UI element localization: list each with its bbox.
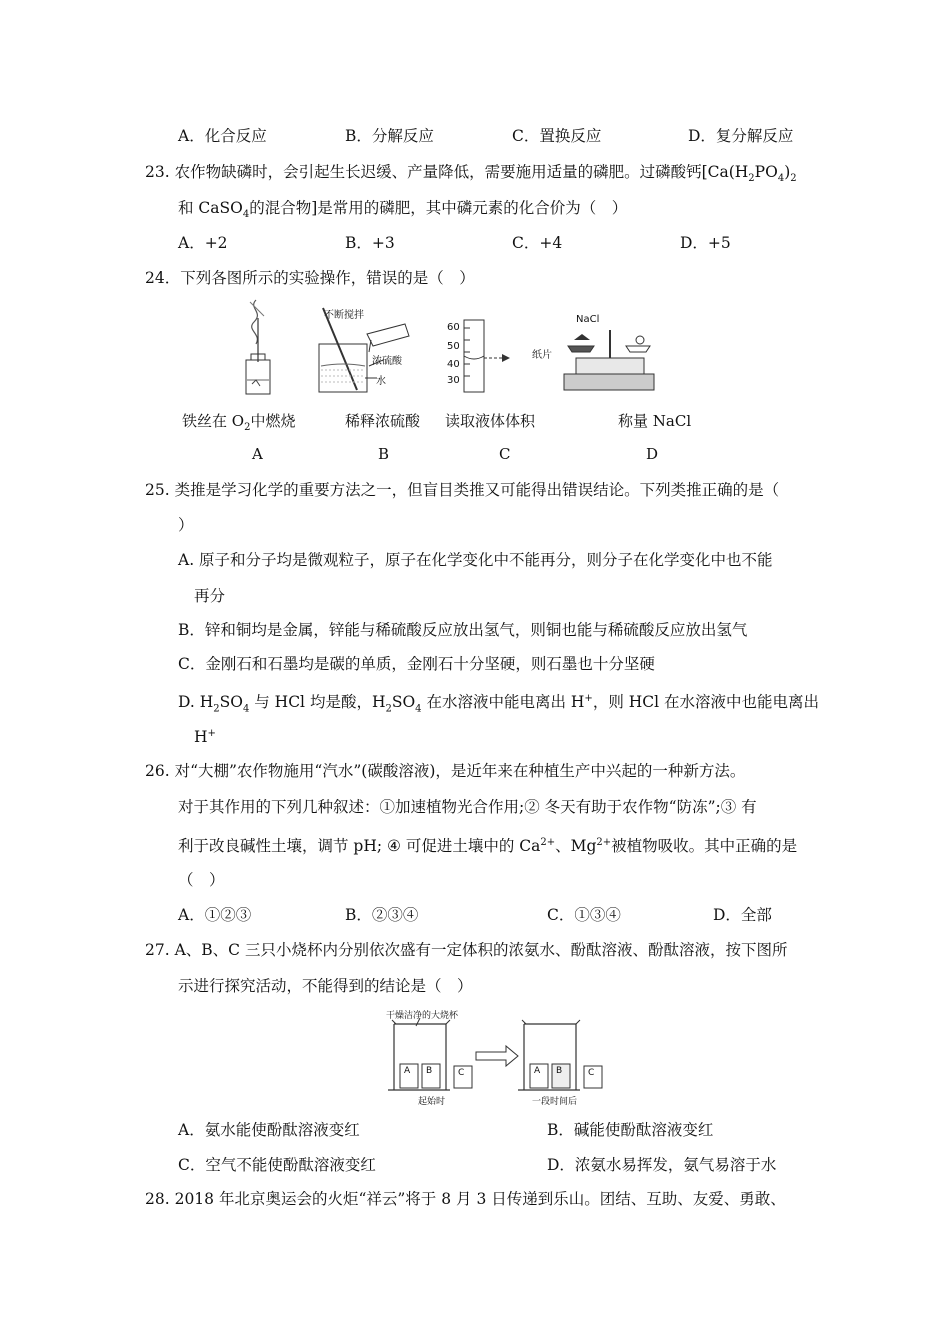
q27-line1: 27. A、B、C 三只小烧杯内分别依次盛有一定体积的浓氨水、酚酞溶液、酚酞溶液，按下图所 — [145, 941, 788, 959]
acid-label: 浓硫酸 — [372, 356, 402, 367]
caption-a: 铁丝在 $O_2$中燃烧 — [182, 412, 296, 433]
q22-option-c: C．置换反应 — [512, 127, 602, 145]
q26-line2: 对于其作用的下列几种叙述：①加速植物光合作用;② 冬天有助于农作物“防冻”;③ 有 — [178, 798, 757, 816]
q25-option-a: A. 原子和分子均是微观粒子，原子在化学变化中不能再分，则分子在化学变化中也不能 — [178, 551, 773, 569]
q26-option-c: C．①③④ — [547, 906, 621, 924]
q22-option-b: B．分解反应 — [345, 127, 434, 145]
balance-figure — [560, 320, 660, 392]
letter-b: B — [378, 445, 390, 463]
q25-option-d: D. $H_2SO_4$ 与 HCl 均是酸，$H_2SO_4$ 在水溶液中能电离出 H+，则 HCl 在水溶液中也能电离出 — [178, 693, 820, 715]
q26-line3: 利于改良碱性土壤，调节 pH; ④ 可促进土壤中的 $Ca^{2+}$、$Mg^{2+}$被植物吸收。其中正确的是 — [178, 837, 798, 856]
scale-60: 60 — [447, 322, 460, 333]
q25-stem-line1: 25. 类推是学习化学的重要方法之一，但盲目类推又可能得出错误结论。下列类推正确的是（ — [145, 481, 780, 499]
letter-a: A — [252, 445, 263, 463]
q22-option-a: A．化合反应 — [178, 127, 267, 145]
scale-40: 40 — [447, 359, 460, 370]
nacl-label: NaCl — [576, 314, 600, 325]
scale-30: 30 — [447, 375, 460, 386]
q23-stem-line1: 23. 农作物缺磷时，会引起生长迟缓、产量降低，需要施用适量的磷肥。过磷酸钙[$Ca(H_2PO_4)_2$ — [145, 163, 797, 185]
q23-option-d: D．+5 — [680, 234, 731, 252]
large-beaker-label: 干燥洁净的大烧杯 — [386, 1011, 459, 1021]
beaker-a-left: A — [404, 1066, 411, 1076]
beaker-a-right: A — [534, 1066, 541, 1076]
q23-option-a: A．+2 — [178, 234, 228, 252]
q26-line4: （ ） — [178, 871, 225, 889]
q27-line2: 示进行探究活动，不能得到的结论是（ ） — [178, 977, 473, 995]
q26-option-d: D．全部 — [713, 906, 772, 924]
stir-label: 不断搅拌 — [324, 310, 364, 321]
start-caption: 起始时 — [418, 1097, 446, 1107]
q27-option-c: C．空气不能使酚酞溶液变红 — [178, 1156, 376, 1174]
caption-b: 稀释浓硫酸 — [345, 412, 421, 430]
q25-option-c: C．金刚石和石墨均是碳的单质，金刚石十分坚硬，则石墨也十分坚硬 — [178, 655, 655, 673]
q25-option-a-cont: 再分 — [194, 587, 226, 605]
q23-stem-line2: 和 CaSO$_4$的混合物]是常用的磷肥，其中磷元素的化合价为（ ） — [178, 199, 628, 221]
q27-option-a: A．氨水能使酚酞溶液变红 — [178, 1121, 360, 1139]
q25-option-b: B．锌和铜均是金属，锌能与稀硫酸反应放出氢气，则铜也能与稀硫酸反应放出氢气 — [178, 621, 748, 639]
letter-d: D — [646, 445, 659, 463]
later-caption: 一段时间后 — [532, 1097, 578, 1107]
q26-line1: 26. 对“大棚”农作物施用“汽水”(碳酸溶液)，是近年来在种植生产中兴起的一种新方法。 — [145, 762, 746, 780]
paper-label: 纸片 — [532, 350, 552, 361]
q28-line1: 28. 2018 年北京奥运会的火炬“祥云”将于 8 月 3 日传递到乐山。团结、互助、友爱、勇敢、 — [145, 1190, 786, 1208]
beaker-b-right: B — [556, 1066, 563, 1076]
beaker-c-right: C — [588, 1068, 595, 1078]
q23-option-b: B．+3 — [345, 234, 395, 252]
water-label: 水 — [376, 376, 386, 387]
q23-option-c: C．+4 — [512, 234, 563, 252]
beaker-c-left: C — [458, 1068, 465, 1078]
q27-option-b: B．碱能使酚酞溶液变红 — [547, 1121, 714, 1139]
q25-stem-line2: ） — [178, 516, 194, 534]
caption-c: 读取液体体积 — [445, 412, 536, 430]
q25-option-d-cont: H+ — [194, 728, 216, 747]
q26-option-b: B．②③④ — [345, 906, 419, 924]
q26-option-a: A．①②③ — [178, 906, 252, 924]
q27-option-d: D．浓氨水易挥发，氨气易溶于水 — [547, 1156, 777, 1174]
caption-d: 称量 NaCl — [618, 412, 692, 430]
q24-stem: 24．下列各图所示的实验操作，错误的是（ ） — [145, 269, 475, 287]
beaker-b-left: B — [426, 1066, 433, 1076]
scale-50: 50 — [447, 341, 460, 352]
letter-c: C — [499, 445, 511, 463]
iron-wire-burning-figure — [238, 298, 278, 398]
q22-option-d: D．复分解反应 — [688, 127, 794, 145]
